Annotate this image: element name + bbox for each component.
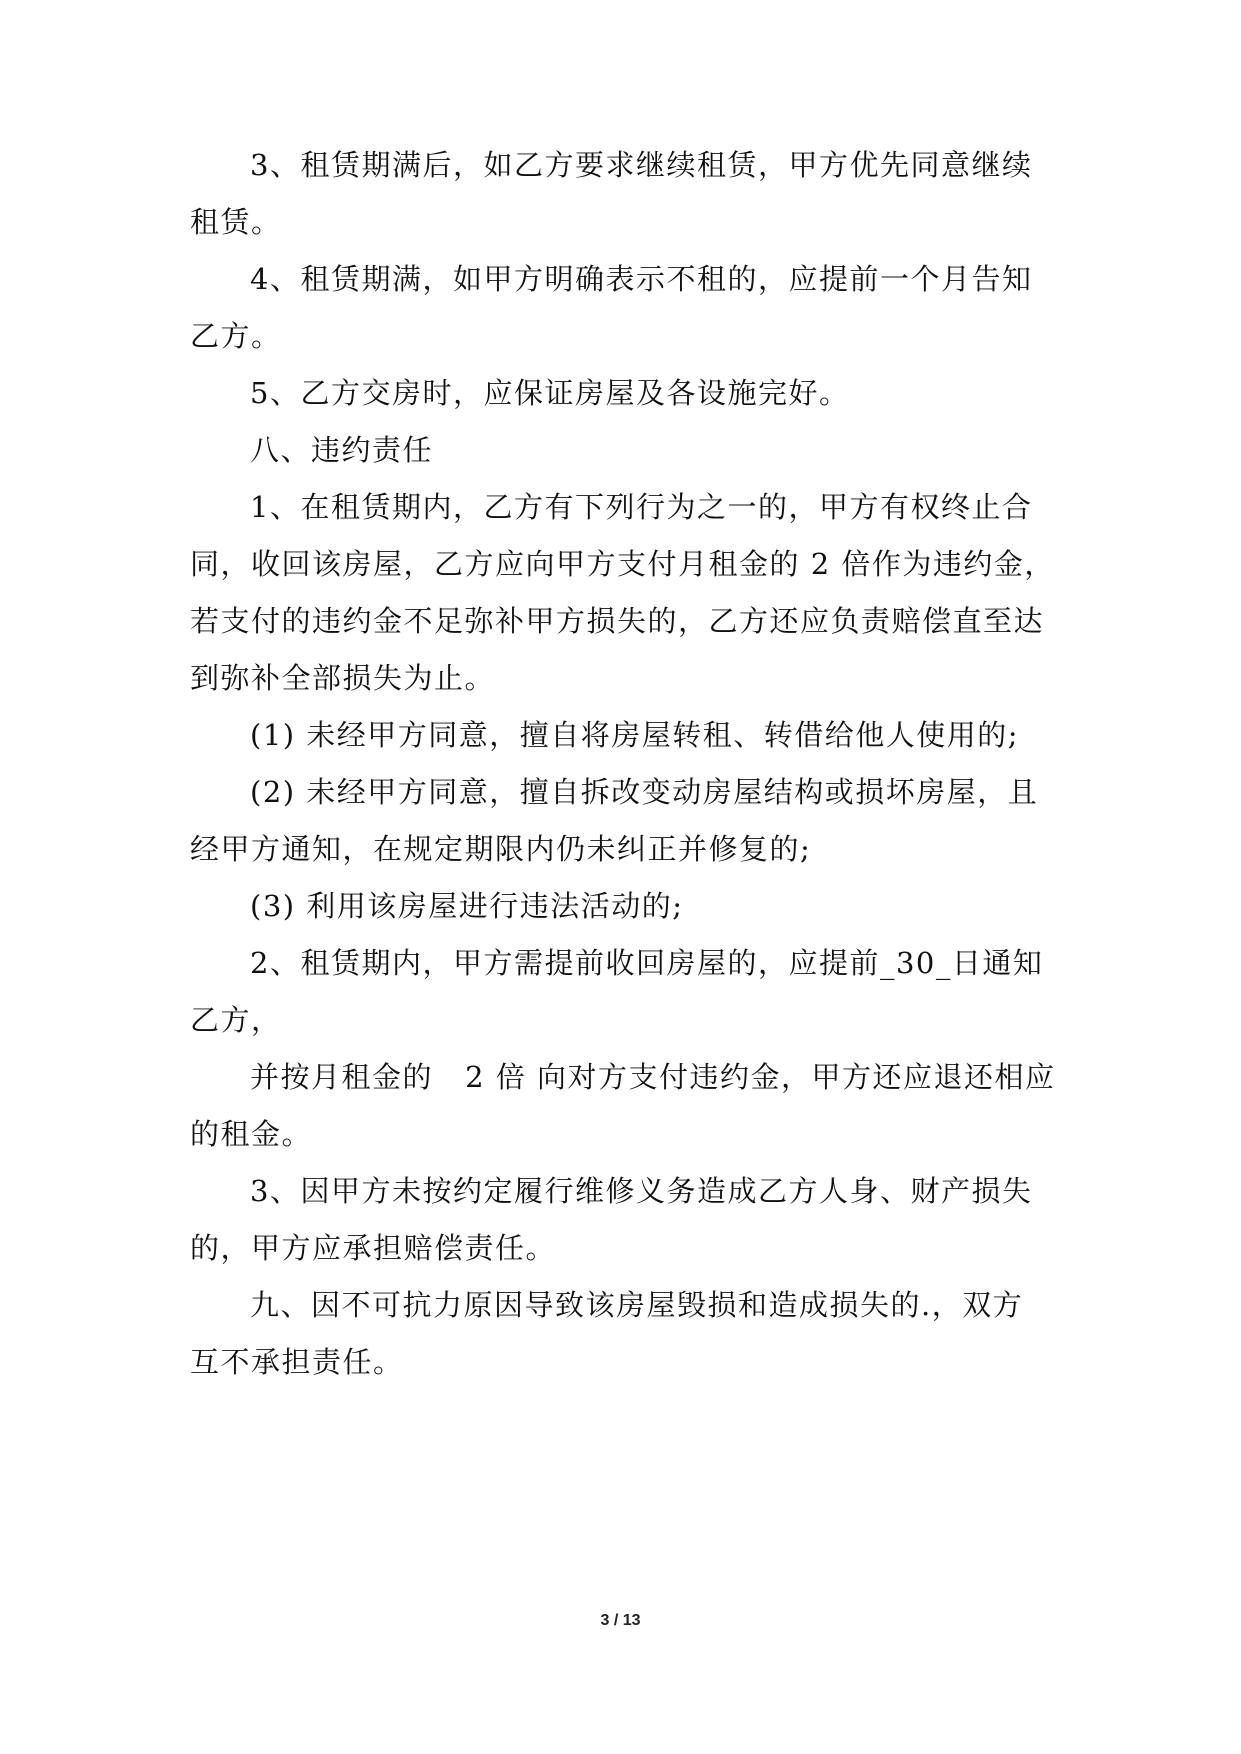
paragraph-line: 4、租赁期满，如甲方明确表示不租的，应提前一个月告知	[250, 262, 1033, 296]
paragraph-line: 的，甲方应承担赔偿责任。	[190, 1231, 557, 1265]
paragraph-line: 的租金。	[190, 1117, 313, 1151]
paragraph-line: 租赁。	[190, 205, 282, 239]
paragraph-line: 乙方，	[190, 1003, 282, 1037]
paragraph-line: 乙方。	[190, 319, 282, 353]
paragraph-line: 同，收回该房屋，乙方应向甲方支付月租金的 2 倍作为违约金，	[190, 547, 1055, 581]
paragraph-line: 3、租赁期满后，如乙方要求继续租赁，甲方优先同意继续	[250, 148, 1033, 182]
paragraph-line: 到弥补全部损失为止。	[190, 661, 496, 695]
list-item: (1) 未经甲方同意，擅自将房屋转租、转借给他人使用的;	[250, 718, 1020, 752]
paragraph-line: 互不承担责任。	[190, 1345, 404, 1379]
list-item: (3) 利用该房屋进行违法活动的;	[250, 889, 684, 923]
page-number: 3 / 13	[600, 1612, 641, 1629]
paragraph-line: 2、租赁期内，甲方需提前收回房屋的，应提前_30_日通知	[250, 946, 1044, 980]
section-heading: 九、因不可抗力原因导致该房屋毁损和造成损失的.，双方	[250, 1288, 1024, 1322]
paragraph-line: 并按月租金的 2 倍 向对方支付违约金，甲方还应退还相应	[250, 1060, 1056, 1094]
section-heading: 八、违约责任	[250, 433, 434, 467]
paragraph-line: 3、因甲方未按约定履行维修义务造成乙方人身、财产损失	[250, 1174, 1033, 1208]
paragraph-line: 5、乙方交房时，应保证房屋及各设施完好。	[250, 376, 850, 410]
paragraph-line: 若支付的违约金不足弥补甲方损失的，乙方还应负责赔偿直至达	[190, 604, 1045, 638]
paragraph-line: 1、在租赁期内，乙方有下列行为之一的，甲方有权终止合	[250, 490, 1033, 524]
list-item: 经甲方通知，在规定期限内仍未纠正并修复的;	[190, 832, 812, 866]
list-item: (2) 未经甲方同意，擅自拆改变动房屋结构或损坏房屋，且	[250, 775, 1039, 809]
